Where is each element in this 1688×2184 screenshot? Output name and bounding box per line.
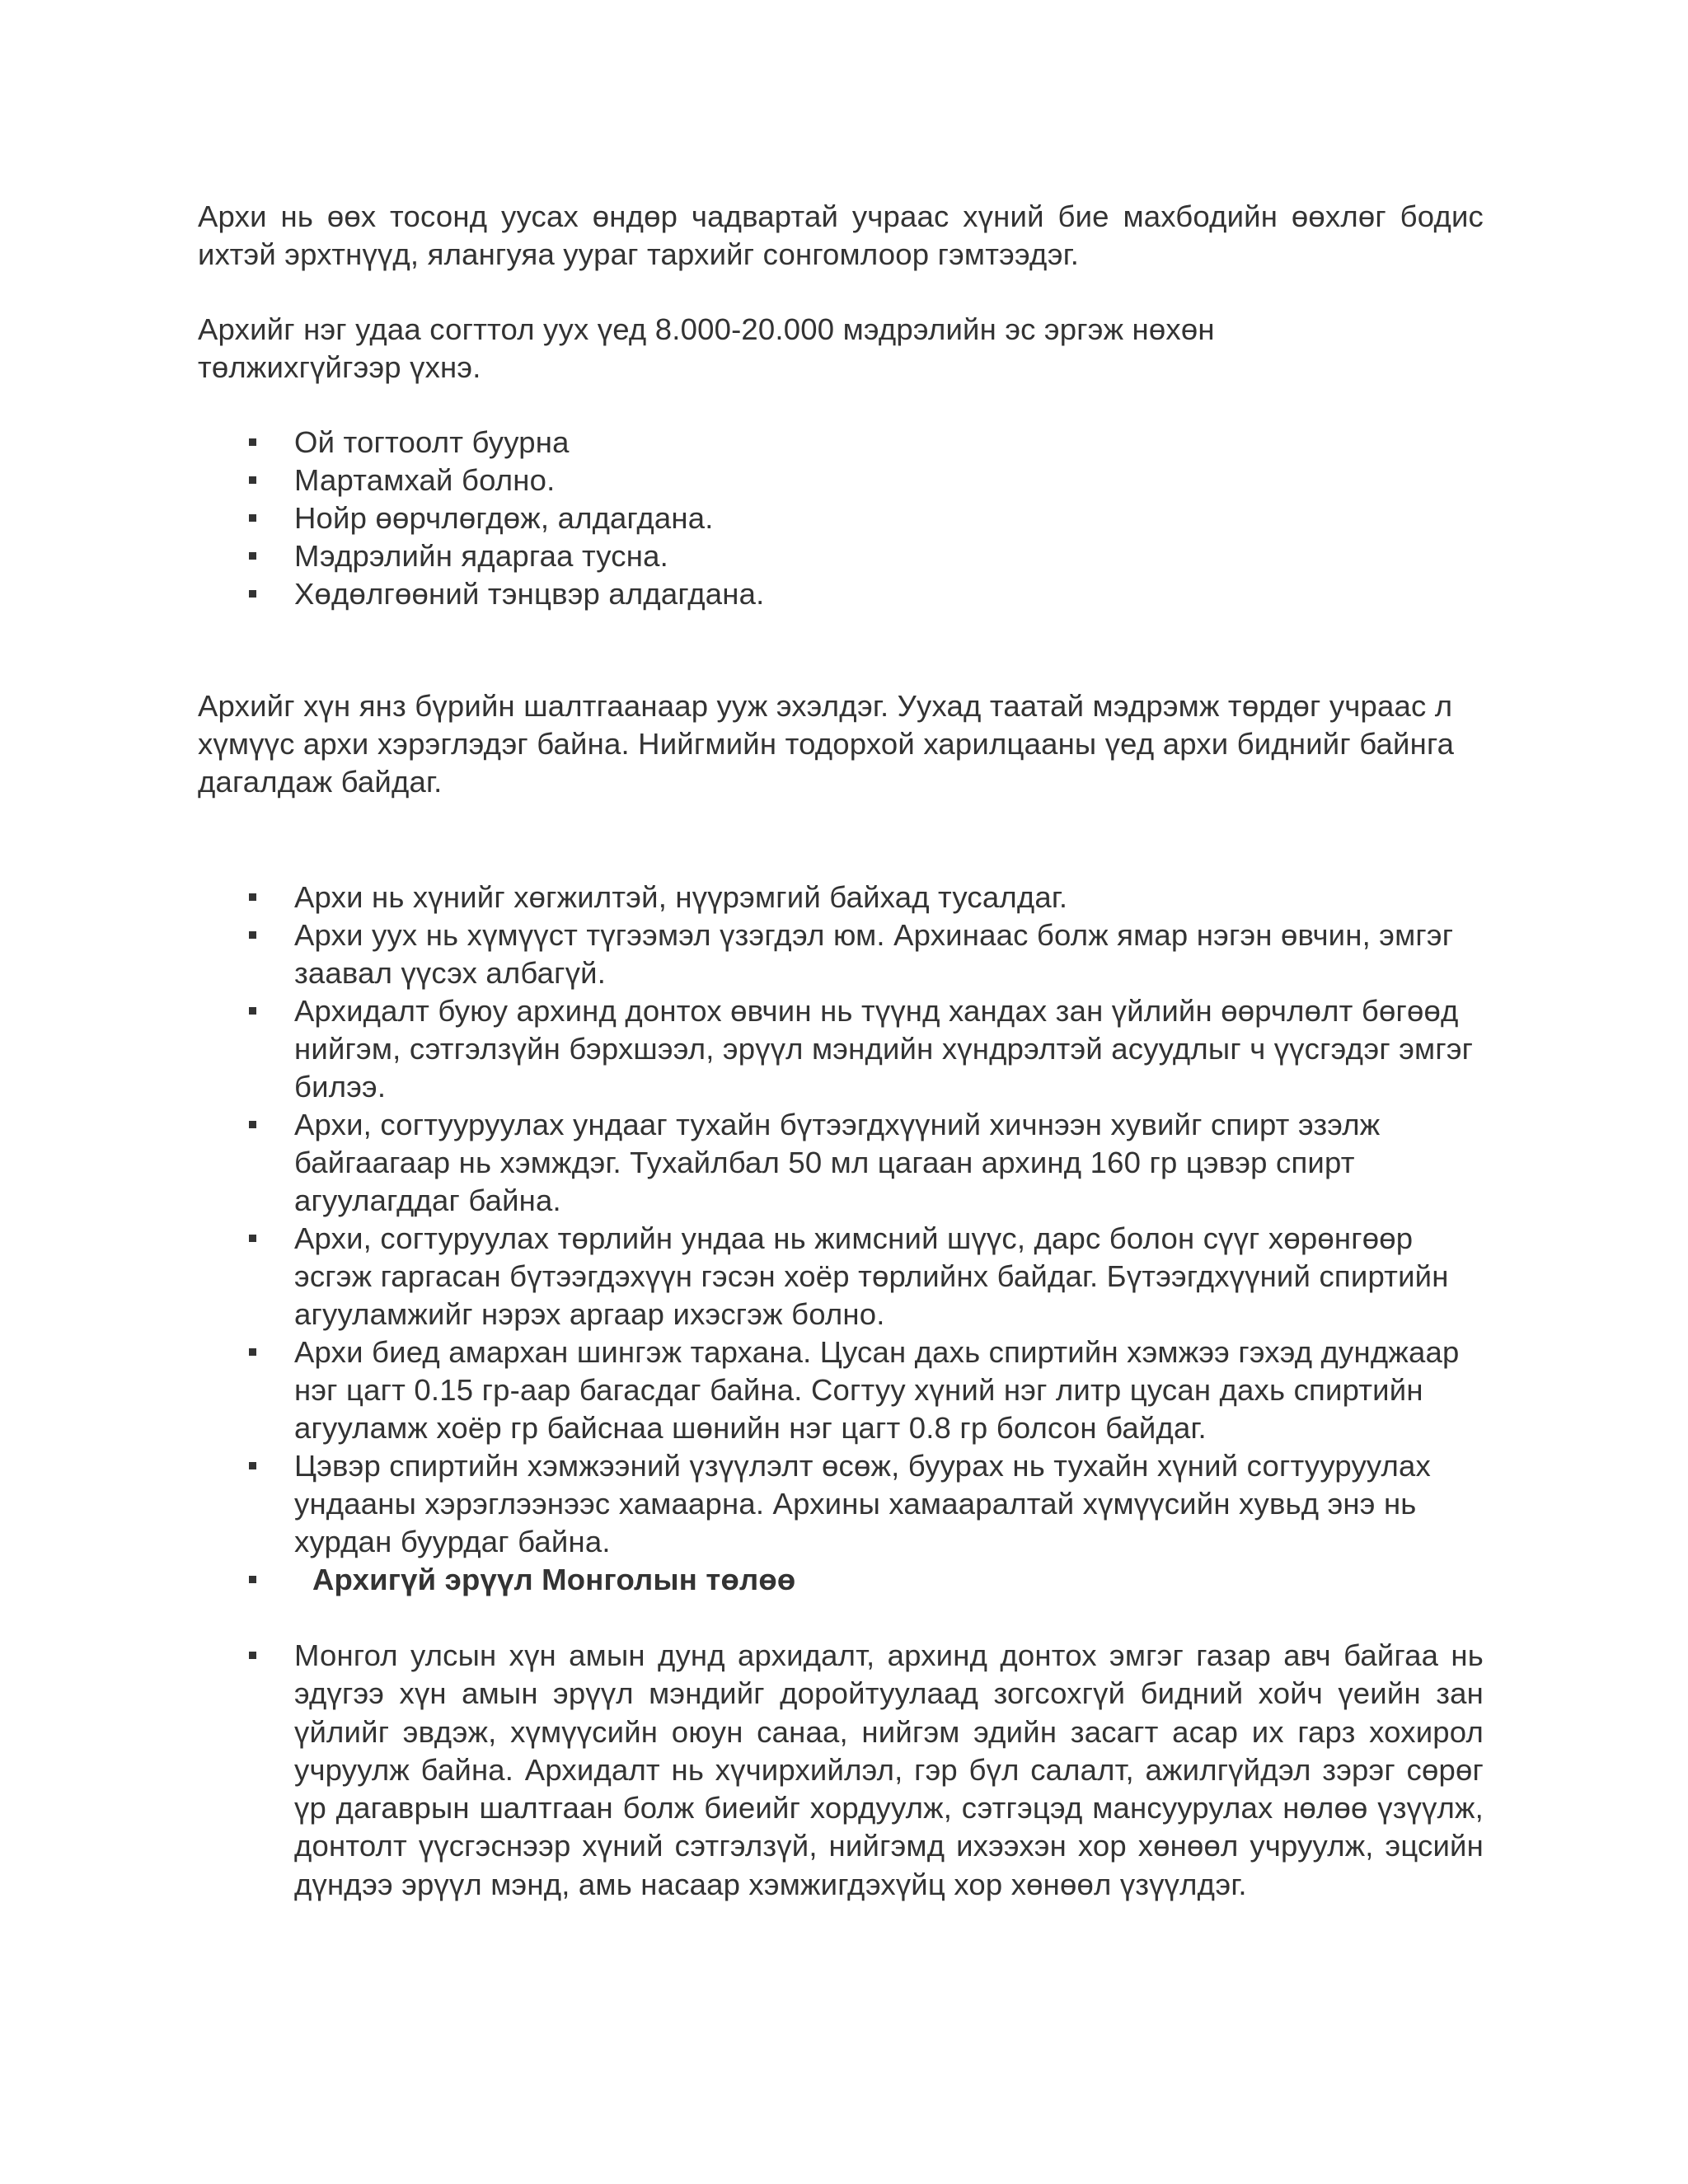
- list-item: Ой тогтоолт буурна: [198, 424, 1484, 462]
- bullet-icon: [249, 893, 256, 901]
- paragraph-reasons-drinking: Архийг хүн янз бүрийн шалтгаанаар ууж эхэлдэг. Уухад таатай мэдрэмж төрдөг учраас л хүмүүс архи хэрэглэдэг байна. Нийгмийн тодорхой харилцааны үед архи биднийг байнга дагалдаж байдаг.: [198, 689, 1455, 799]
- bullet-icon: [249, 1007, 256, 1015]
- facts-list: [198, 879, 1484, 1599]
- list-item: Архидалт буюу архинд донтох өвчин нь түүнд хандах зан үйлийн өөрчлөлт бөгөөд нийгэм, сэтгэлзүйн бэрхшээл, эрүүл мэндийн хүндрэлтэй асуудлыг ч үүсгэдэг эмгэг билээ.: [198, 992, 1484, 1106]
- paragraph-nerve-cells: Архийг нэг удаа согттол уух үед 8.000-20.000 мэдрэлийн эс эргэж нөхөн төлжихгүйгээр үхнэ.: [198, 312, 1215, 384]
- section-heading: Архигүй эрүүл Монголын төлөө: [312, 1563, 796, 1596]
- list-item: Мэдрэлийн ядаргаа тусна.: [198, 537, 1484, 575]
- bullet-icon: [249, 1235, 256, 1242]
- bullet-icon: [249, 590, 256, 598]
- list-item: Нойр өөрчлөгдөж, алдагдана.: [198, 499, 1484, 537]
- bullet-icon: [249, 514, 256, 522]
- bullet-icon: [249, 1121, 256, 1128]
- bullet-icon: [249, 552, 256, 560]
- bullet-icon: [249, 1652, 256, 1659]
- paragraph-alcohol-fat-soluble: Архи нь өөх тосонд уусах өндөр чадвартай учраас хүний бие махбодийн өөхлөг бодис ихтэй эрхтнүүд, ялангуяа ууpаг тархийг сонгомлоор гэмтээдэг.: [198, 199, 1484, 271]
- list-item: Хөдөлгөөний тэнцвэр алдагдана.: [198, 575, 1484, 613]
- list-item: Архи биед амархан шингэж тархана. Цусан дахь спиртийн хэмжээ гэхэд дунджаар нэг цагт 0.15 гр-аар багасдаг байна. Согтуу хүний нэг литр цусан дахь спиртийн агууламж хоёр гр байснаа шөнийн нэг цагт 0.8 гр болсон байдаг.: [198, 1333, 1484, 1447]
- bullet-icon: [249, 1348, 256, 1356]
- list-item: Цэвэр спиртийн хэмжээний үзүүлэлт өсөж, буурах нь тухайн хүний согтууруулах ундааны хэрэглээнээс хамаарна. Архины хамааралтай хүмүүсийн хувьд энэ нь хурдан буурдаг байна.: [198, 1447, 1484, 1561]
- list-item: Архи нь хүнийг хөгжилтэй, нүүрэмгий байхад тусалдаг.: [198, 879, 1484, 916]
- list-item: Архи, согтууруулах ундааг тухайн бүтээгдхүүний хичнээн хувийг спирт эзэлж байгаагаар нь хэмждэг. Тухайлбал 50 мл цагаан архинд 160 гр цэвэр спирт агуулагддаг байна.: [198, 1106, 1484, 1220]
- list-item-heading: [198, 1561, 1484, 1599]
- effects-list: [198, 424, 1484, 613]
- list-item: Архи, согтуруулах төрлийн ундаа нь жимсний шүүс, дарс болон сүүг хөрөнгөөр эсгэж гаргасан бүтээгдэхүүн гэсэн хоёр төрлийнх байдаг. Бүтээгдхүүний спиртийн агууламжийг нэрэх аргаар ихэсгэж болно.: [198, 1220, 1484, 1333]
- list-item: Архи уух нь хүмүүст түгээмэл үзэгдэл юм. Архинаас болж ямар нэгэн өвчин, эмгэг заавал үүсэх албагүй.: [198, 916, 1484, 992]
- list-item: Монгол улсын хүн амын дунд архидалт, архинд донтох эмгэг газар авч байгаа нь эдүгээ хүн амын эрүүл мэндийг доройтуулаад зогсохгүй бидний хойч үеийн зан үйлийг эвдэж, хүмүүсийн оюун санаа, нийгэм эдийн засагт асар их гарз хохирол учруулж байна. Архидалт нь хүчирхийлэл, гэр бүл салалт, ажилгүйдэл зэрэг сөрөг үр дагаврын шалтгаан болж биеийг хордуулж, сэтгэцэд мансуурулах нөлөө үзүүлж, донтолт үүсгэснээр хүний сэтгэлзүй, нийгэмд ихээхэн хор хөнөөл учруулж, эцсийн дүндээ эрүүл мэнд, амь насаар хэмжигдэхүйц хор хөнөөл үзүүлдэг.: [198, 1637, 1484, 1904]
- bullet-icon: [249, 1576, 256, 1583]
- list-item: Мартамхай болно.: [198, 462, 1484, 499]
- bullet-icon: [249, 931, 256, 939]
- bullet-icon: [249, 438, 256, 446]
- bullet-icon: [249, 1462, 256, 1469]
- bullet-icon: [249, 476, 256, 484]
- closing-list: [198, 1637, 1484, 1904]
